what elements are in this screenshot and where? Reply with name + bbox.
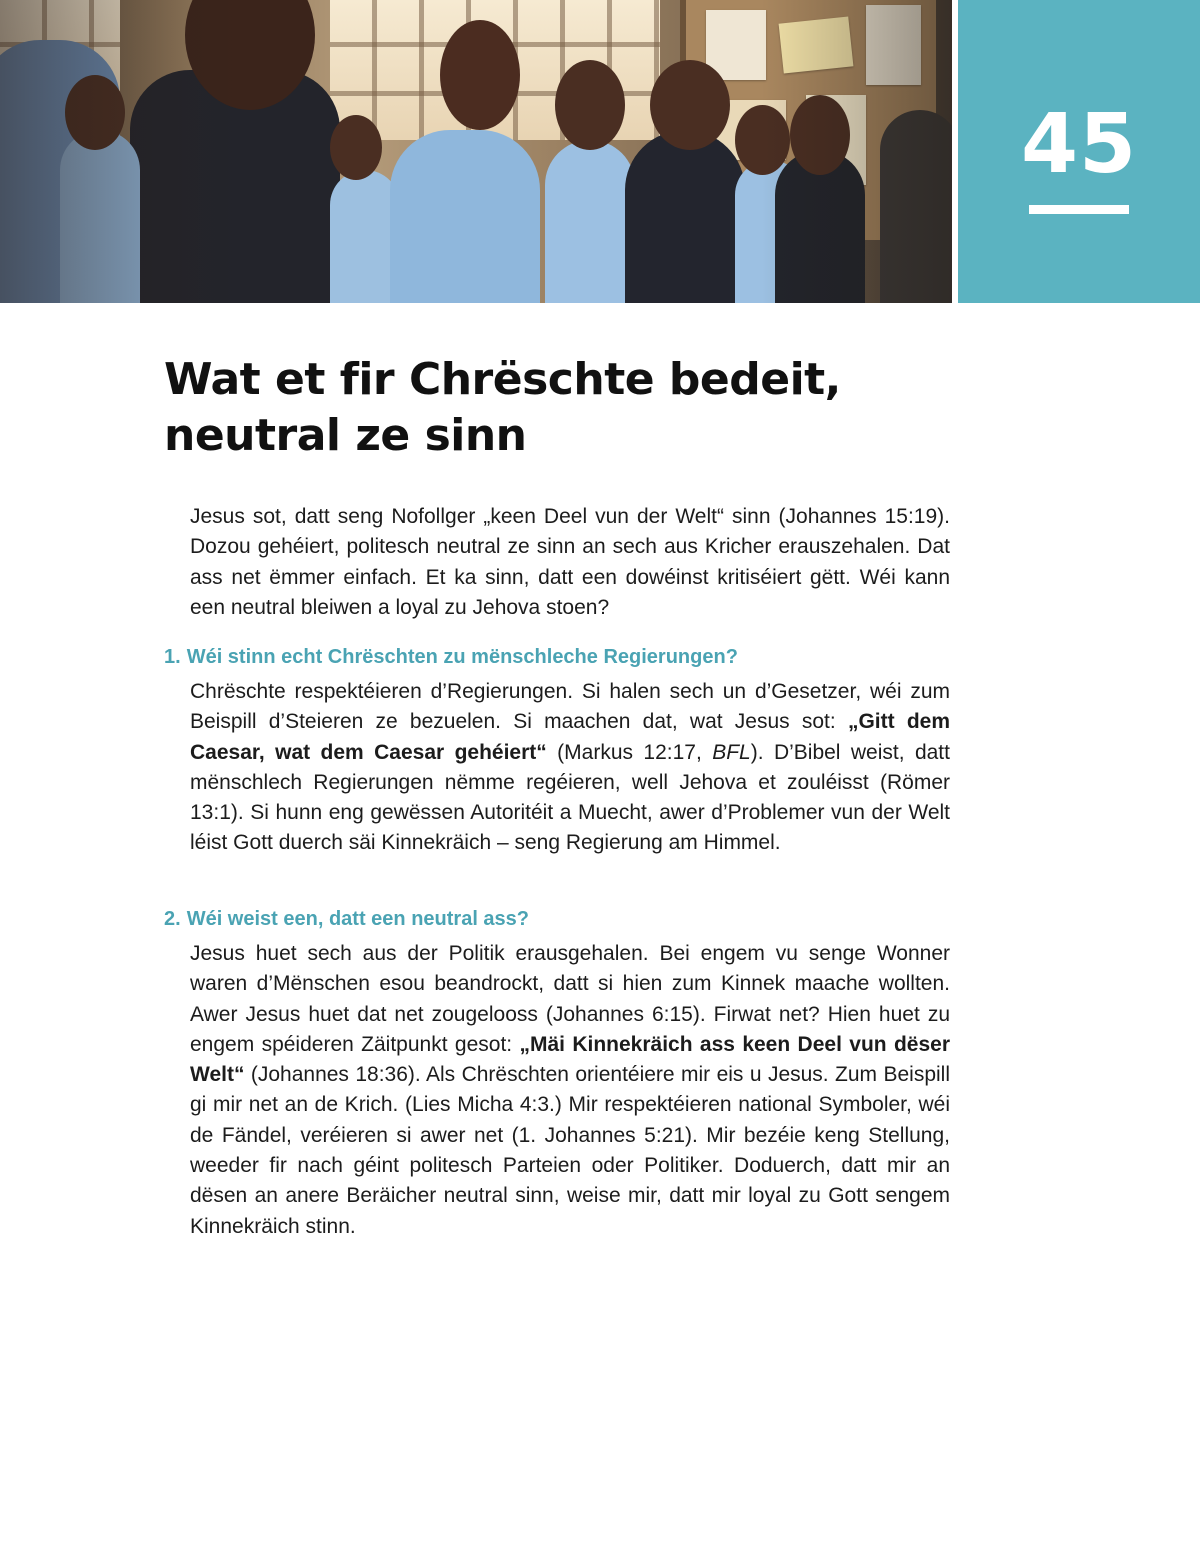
page-title [164,352,924,464]
section-2-number: 2. [164,908,181,930]
section-1-text-b: (Markus 12:17, [546,740,713,764]
section-2-text-b: (Johannes 18:36). Als Chrëschten orientéiere mir eis u Jesus. Zum Beispill gi mir net an de Krich. (Lies Micha 4:3.) Mir respektéieren national Symboler, wéi de Fändel, veréieren si awer net (1. Johannes 5:21). Mir bezéie keng Stellung, weeder fir nach géint politesch Parteien oder Politiker. Doduerch, datt mir an dësen an anere Beräicher neutral sinn, weise mir, datt mir loyal zu Gott sengem Kinnekräich stinn. [190,1063,950,1238]
chapter-number: 45 [1020,97,1138,192]
section-1-text-a: Chrëschte respektéieren d’Regierungen. Si halen sech un d’Gesetzer, wéi zum Beispill d’Steieren ze bezuelen. Si maachen dat, wat Jesus sot: [190,680,950,734]
section-2-heading [164,905,954,933]
section-1-text-c: ). D’Bibel weist, datt mënschlech Regierungen nëmme regéieren, well Jehova et zouléisst (Römer 13:1). Si hunn eng gewëssen Autoritéit a Muecht, awer d’Problemer vun der Welt léist Gott duerch säi Kinnekräich – seng Regierung am Himmel. [190,740,950,855]
chapter-badge [958,0,1200,303]
section-1-paragraph [190,677,950,859]
header-photo [0,0,952,303]
chapter-underline [1029,205,1129,214]
section-1-number: 1. [164,646,181,668]
section-2-question: Wéi weist een, datt een neutral ass? [186,908,530,930]
section-2-text-a: Jesus huet sech aus der Politik erausgehalen. Bei engem vu senge Wonner waren d’Mënschen esou beandrockt, datt si hien zum Kinnek maache wollten. Awer Jesus huet dat net zougelooss (Johannes 6:15). Firwat net? Hien huet zu engem spéideren Zäitpunkt gesot: [190,942,950,1056]
section-2-quote: „Mäi Kinnekräich ass keen Deel vun dëser Welt“ [190,1032,950,1087]
section-1-bible-abbrev: BFL [712,740,751,764]
section-1-question: Wéi stinn echt Chrëschten zu mënschleche Regierungen? [186,646,738,668]
section-2-paragraph [190,939,950,1242]
section-1-quote: „Gitt dem Caesar, wat dem Caesar gehéiert“ [190,710,950,764]
section-1-heading [164,643,954,671]
title-line-1: Wat et fir Chrëschte bedeit, [164,354,841,405]
title-line-2: neutral ze sinn [164,410,527,461]
intro-paragraph: Jesus sot, datt seng Nofollger „keen Deel vun der Welt“ sinn (Johannes 15:19). Dozou gehéiert, politesch neutral ze sinn an sech aus Kricher erauszehalen. Dat ass net ëmmer einfach. Et ka sinn, datt een dowéinst kritiséiert gëtt. Wéi kann een neutral bleiwen a loyal zu Jehova stoen? [190,505,950,619]
